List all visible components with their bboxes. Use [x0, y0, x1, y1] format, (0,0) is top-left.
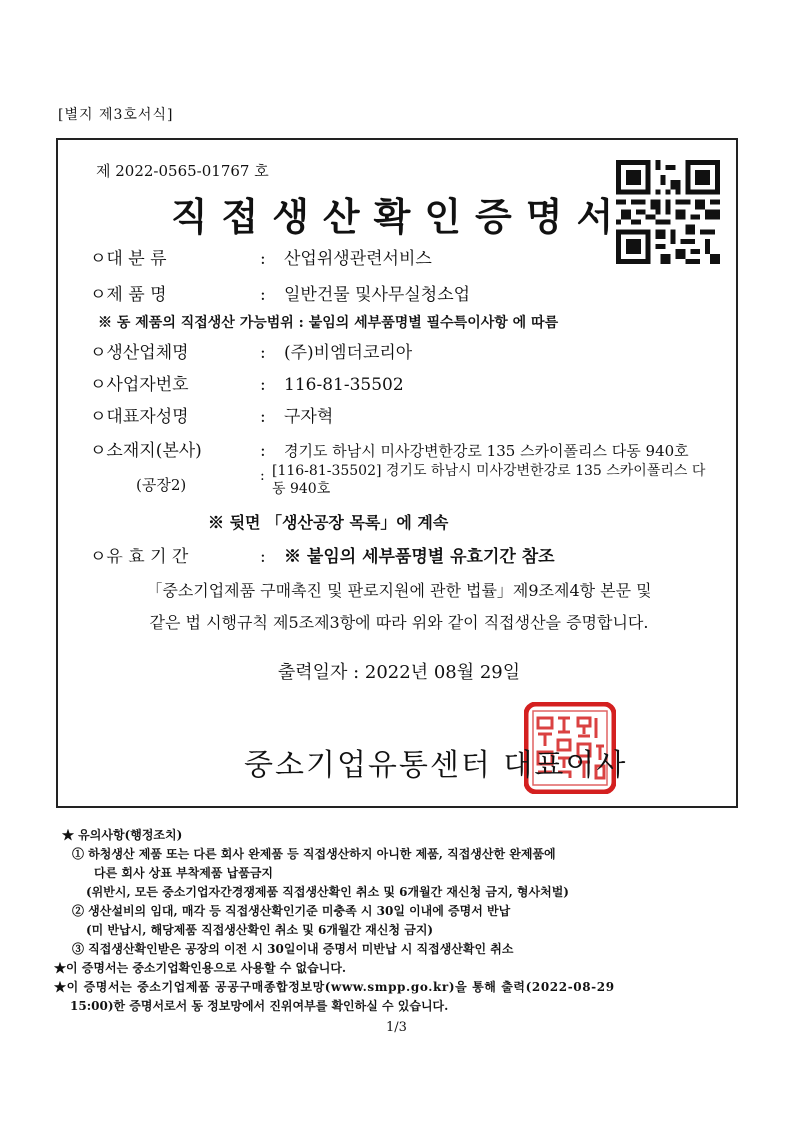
field-company-name: ㅇ생산업체명 : (주)비엠더코리아 — [90, 338, 412, 363]
field-value: 116-81-35502 — [284, 375, 404, 395]
statement-line: 「중소기업제품 구매촉진 및 판로지원에 관한 법률」제9조제4항 본문 및 — [146, 581, 652, 600]
page-number: 1/3 — [386, 1020, 407, 1035]
field-label: ㅇ제 품 명 — [90, 285, 167, 305]
field-label: ㅇ대표자성명 — [90, 407, 189, 427]
notes-section — [54, 826, 762, 1016]
field-label: ㅇ사업자번호 — [90, 375, 189, 395]
note-item: 15:00)한 증명서로서 동 정보망에서 진위여부를 확인하실 수 있습니다. — [70, 999, 449, 1013]
field-label: ㅇ대 분 류 — [90, 249, 167, 269]
field-label: ㅇ생산업체명 — [90, 343, 189, 363]
note-item: ② 생산설비의 임대, 매각 등 직접생산확인기준 미충족 시 30일 이내에 증명서 반납 — [72, 904, 511, 918]
notes-heading: ★ 유의사항(행정조치) — [62, 828, 183, 842]
factory-label: (공장2) — [136, 476, 187, 494]
certificate-title: 직접생산확인증명서 — [170, 194, 628, 239]
note-item: ★이 증명서는 중소기업제품 공공구매종합정보망(www.smpp.go.kr)을 통해 출력(2022-08-29 — [54, 980, 615, 994]
continued-note: ※ 뒷면 「생산공장 목록」에 계속 — [208, 513, 449, 532]
note-item: 다른 회사 상표 부착제품 납품금지 — [94, 866, 274, 880]
field-value: 일반건물 및사무실청소업 — [284, 285, 471, 305]
factory-colon: : — [260, 468, 265, 484]
certificate-frame — [56, 138, 738, 808]
field-value: 구자혁 — [284, 407, 334, 427]
note-item: (위반시, 모든 중소기업자간경쟁제품 직접생산확인 취소 및 6개월간 재신청 금지, 형사처벌) — [86, 885, 569, 899]
scope-note: ※ 동 제품의 직접생산 가능범위 : 붙임의 세부품명별 필수특이사항 에 따름 — [98, 315, 559, 331]
note-item: ① 하청생산 제품 또는 다른 회사 완제품 등 직접생산하지 아니한 제품, 직접생산한 완제품에 — [72, 847, 556, 861]
statement-line: 같은 법 시행규칙 제5조제3항에 따라 위와 같이 직접생산을 증명합니다. — [149, 613, 649, 632]
note-item: ③ 직접생산확인받은 공장의 이전 시 30일이내 증명서 미반납 시 직접생산확인 취소 — [72, 942, 514, 956]
field-representative: ㅇ대표자성명 : 구자혁 — [90, 402, 333, 427]
field-label: ㅇ유 효 기 간 — [90, 547, 189, 567]
factory-value: [116-81-35502] 경기도 하남시 미사강변한강로 135 스카이폴리스 다동 940호 — [272, 463, 706, 497]
field-head-office: ㅇ소재지(본사) : 경기도 하남시 미사강변한강로 135 스카이폴리스 다동 940호 — [90, 436, 689, 461]
field-business-number: ㅇ사업자번호 : 116-81-35502 — [90, 370, 404, 395]
field-product-name: ㅇ제 품 명 : 일반건물 및사무실청소업 — [90, 280, 470, 305]
field-value: 산업위생관련서비스 — [284, 249, 432, 269]
field-value: 경기도 하남시 미사강변한강로 135 스카이폴리스 다동 940호 — [284, 442, 689, 460]
field-category: ㅇ대 분 류 : 산업위생관련서비스 — [90, 244, 432, 269]
field-label: ㅇ소재지(본사) — [90, 441, 202, 461]
print-date: 출력일자 : 2022년 08월 29일 — [277, 662, 521, 683]
note-item: ★이 증명서는 중소기업확인용으로 사용할 수 없습니다. — [54, 961, 347, 975]
certificate-number: 제 2022-0565-01767 호 — [96, 162, 269, 180]
field-validity: ㅇ유 효 기 간 : ※ 붙임의 세부품명별 유효기간 참조 — [90, 542, 555, 567]
note-item: (미 반납시, 해당제품 직접생산확인 취소 및 6개월간 재신청 금지) — [86, 923, 434, 937]
form-label: [별지 제3호서식] — [58, 107, 174, 123]
field-value: (주)비엠더코리아 — [284, 343, 413, 363]
issuer-name: 중소기업유통센터 대표이사 — [244, 748, 628, 783]
field-value: ※ 붙임의 세부품명별 유효기간 참조 — [284, 547, 555, 567]
